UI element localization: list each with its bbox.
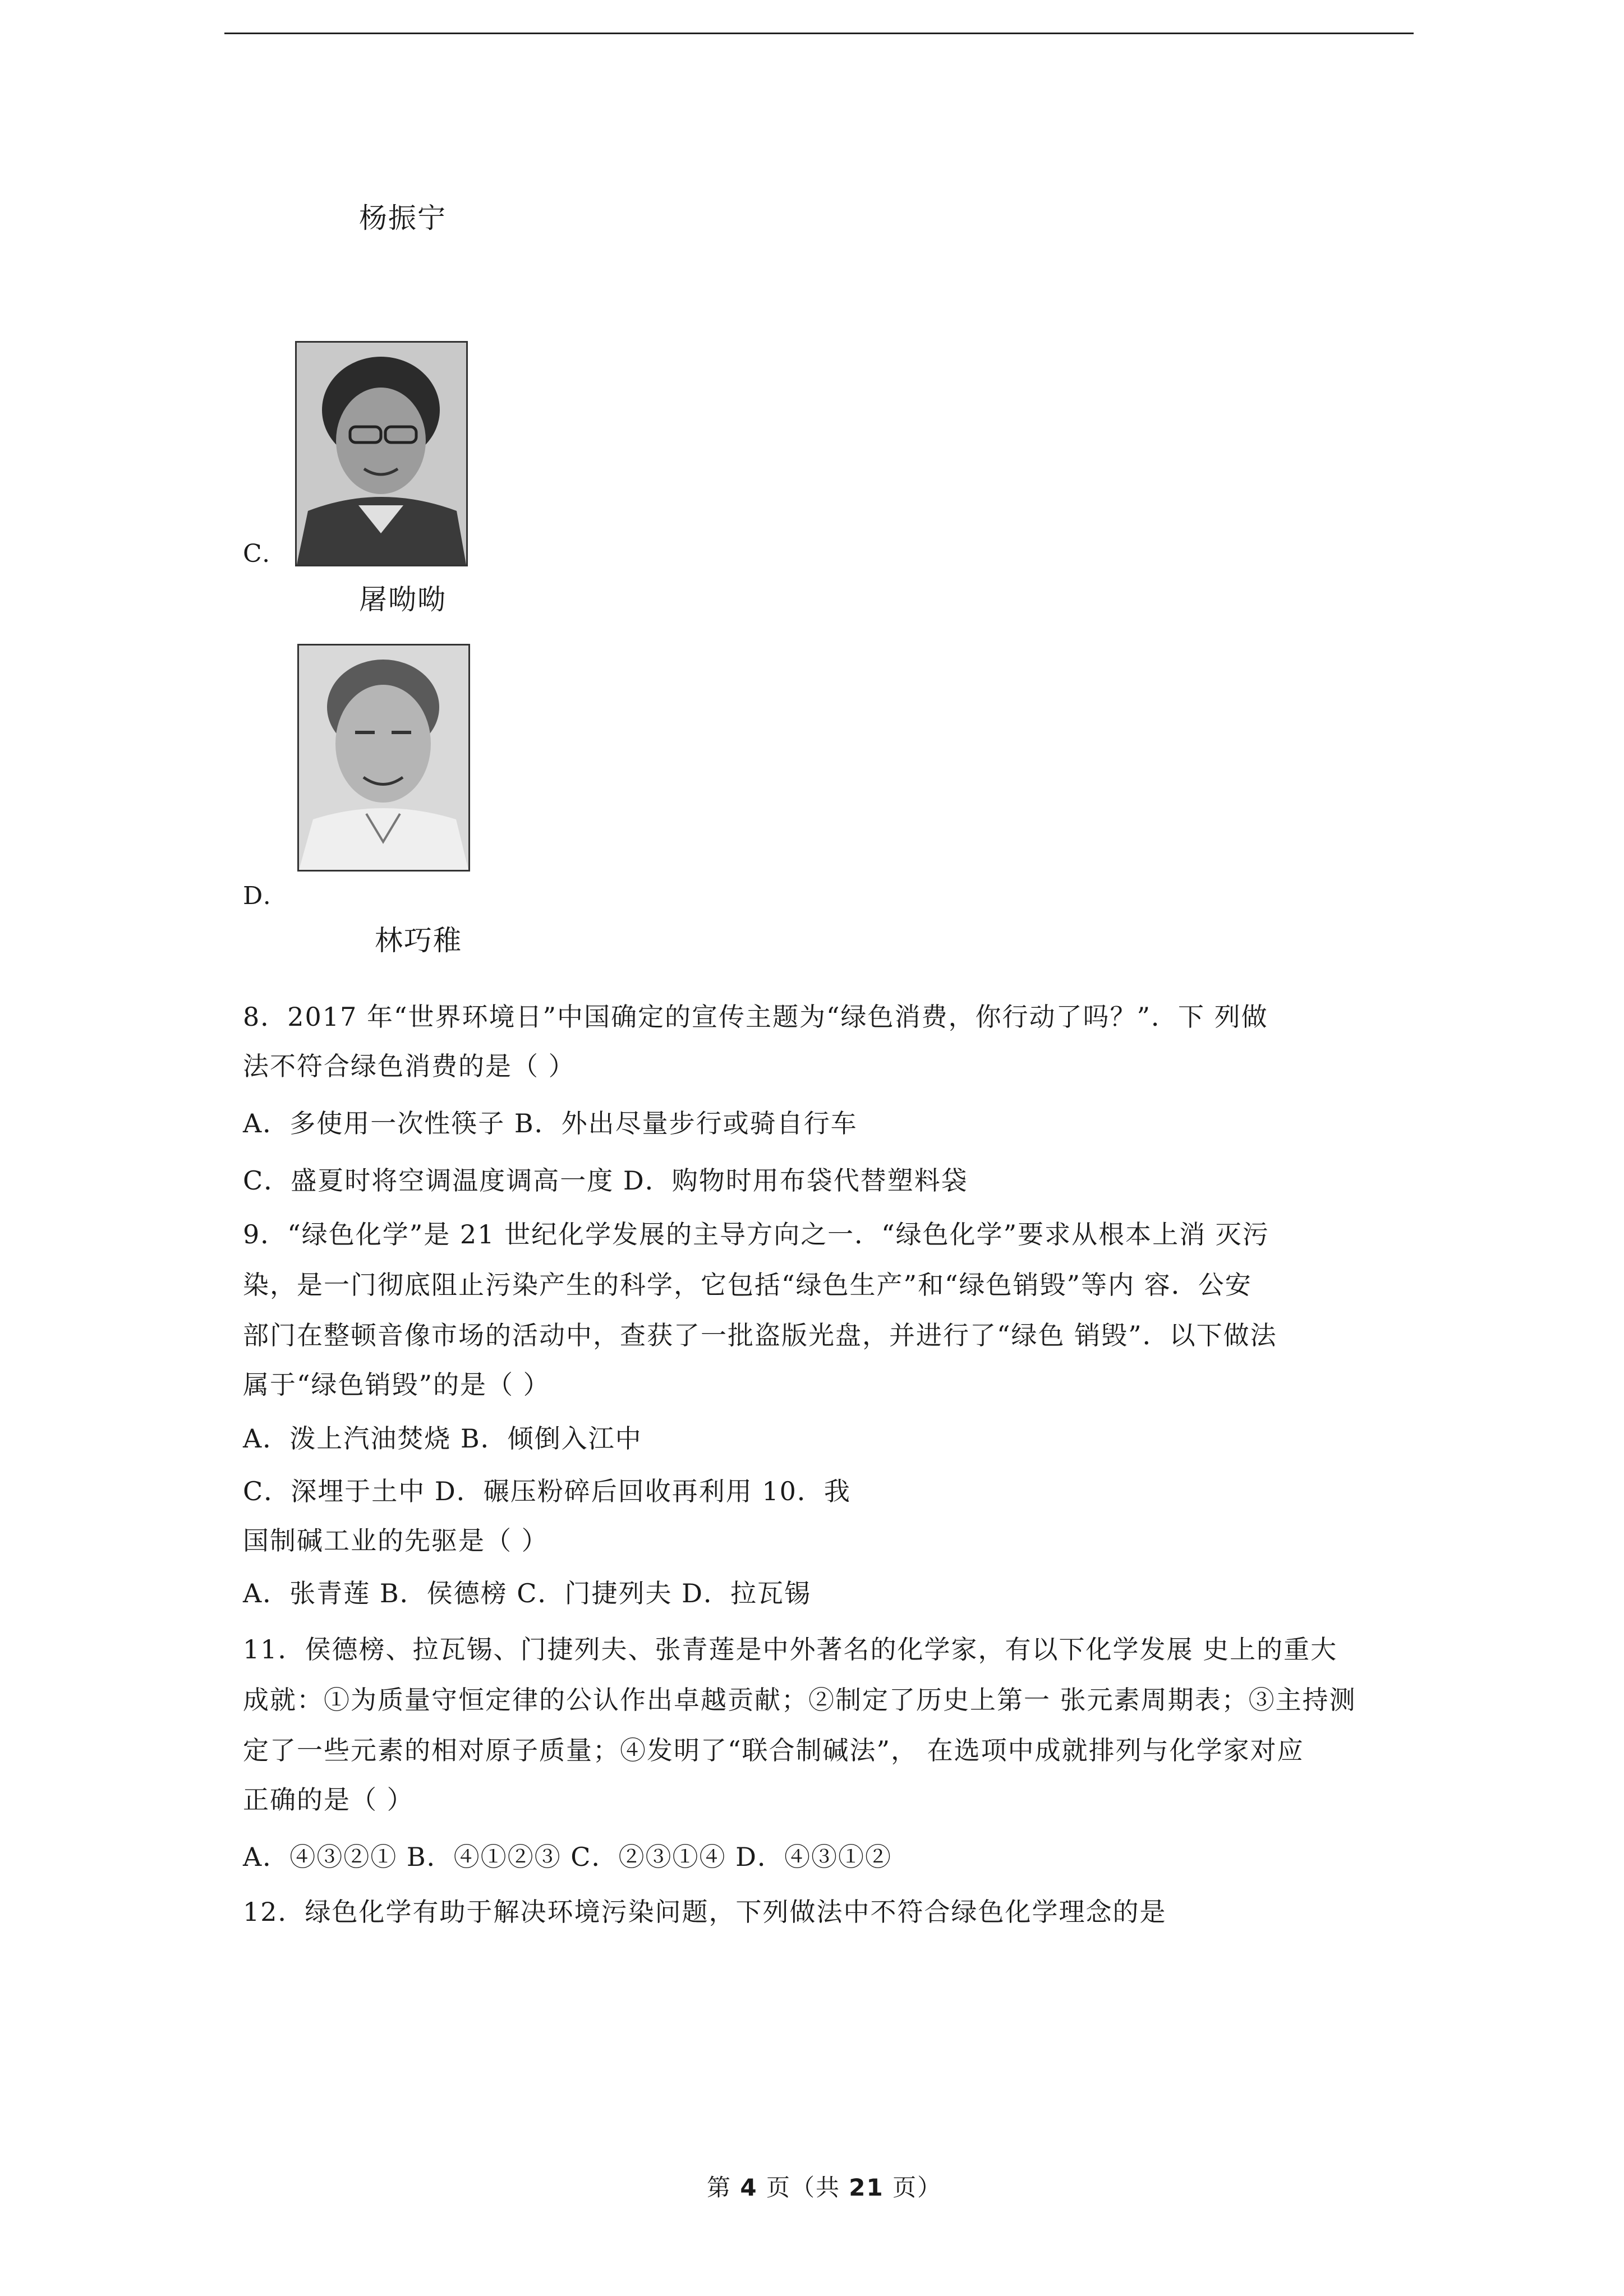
q8-options-ab: A．多使用一次性筷子 B．外出尽量步行或骑自行车 — [243, 1108, 858, 1138]
header-rule — [224, 33, 1414, 34]
footer-total-pages: 21 — [849, 2174, 884, 2201]
q9-options-cd: C．深埋于土中 D．碾压粉碎后回收再利用 10．我 — [243, 1476, 851, 1506]
footer-middle: 页（共 — [757, 2174, 849, 2201]
page-footer — [707, 2176, 942, 2200]
q10-line1: 国制碱工业的先驱是（ ） — [243, 1525, 549, 1556]
q11-line2: 成就：①为质量守恒定律的公认作出卓越贡献；②制定了历史上第一 张元素周期表；③主持测 — [243, 1685, 1356, 1715]
q12-line1: 12．绿色化学有助于解决环境污染问题，下列做法中不符合绿色化学理念的是 — [243, 1897, 1167, 1927]
q8-line1: 8．2017 年“世界环境日”中国确定的宣传主题为“绿色消费，你行动了吗？”．下 列做 — [243, 1002, 1268, 1032]
footer-suffix: 页） — [884, 2174, 942, 2201]
q9-line4: 属于“绿色销毁”的是（ ） — [243, 1370, 550, 1400]
caption-yang-zhenning: 杨振宁 — [359, 202, 447, 234]
q9-line1: 9．“绿色化学”是 21 世纪化学发展的主导方向之一．“绿色化学”要求从根本上消 灭污 — [243, 1219, 1269, 1250]
q11-line1: 11．侯德榜、拉瓦锡、门捷列夫、张青莲是中外著名的化学家，有以下化学发展 史上的重大 — [243, 1634, 1338, 1665]
q8-line2: 法不符合绿色消费的是（ ） — [243, 1051, 576, 1081]
q11-line3: 定了一些元素的相对原子质量；④发明了“联合制碱法”， 在选项中成就排列与化学家对应 — [243, 1735, 1304, 1765]
portrait-photo-d — [297, 644, 470, 872]
q11-line4: 正确的是（ ） — [243, 1785, 414, 1815]
q10-options: A．张青莲 B．侯德榜 C．门捷列夫 D．拉瓦锡 — [243, 1578, 811, 1608]
q11-options: A．④③②① B．④①②③ C．②③①④ D．④③①② — [243, 1842, 892, 1872]
q9-line2: 染，是一门彻底阻止污染产生的科学，它包括“绿色生产”和“绿色销毁”等内 容．公安 — [243, 1270, 1252, 1300]
caption-tu-youyou: 屠呦呦 — [359, 583, 447, 616]
caption-lin-qiaozhi: 林巧稚 — [375, 924, 462, 957]
portrait-photo-c — [295, 341, 468, 566]
q8-options-cd: C．盛夏时将空调温度调高一度 D．购物时用布袋代替塑料袋 — [243, 1165, 968, 1196]
option-d-letter: D. — [243, 882, 272, 910]
q9-options-ab: A．泼上汽油焚烧 B．倾倒入江中 — [243, 1423, 642, 1454]
footer-page-number: 4 — [740, 2174, 758, 2201]
q9-line3: 部门在整顿音像市场的活动中，查获了一批盗版光盘，并进行了“绿色 销毁”．以下做法 — [243, 1320, 1277, 1350]
footer-prefix: 第 — [707, 2174, 740, 2201]
option-c-letter: C. — [243, 540, 272, 568]
